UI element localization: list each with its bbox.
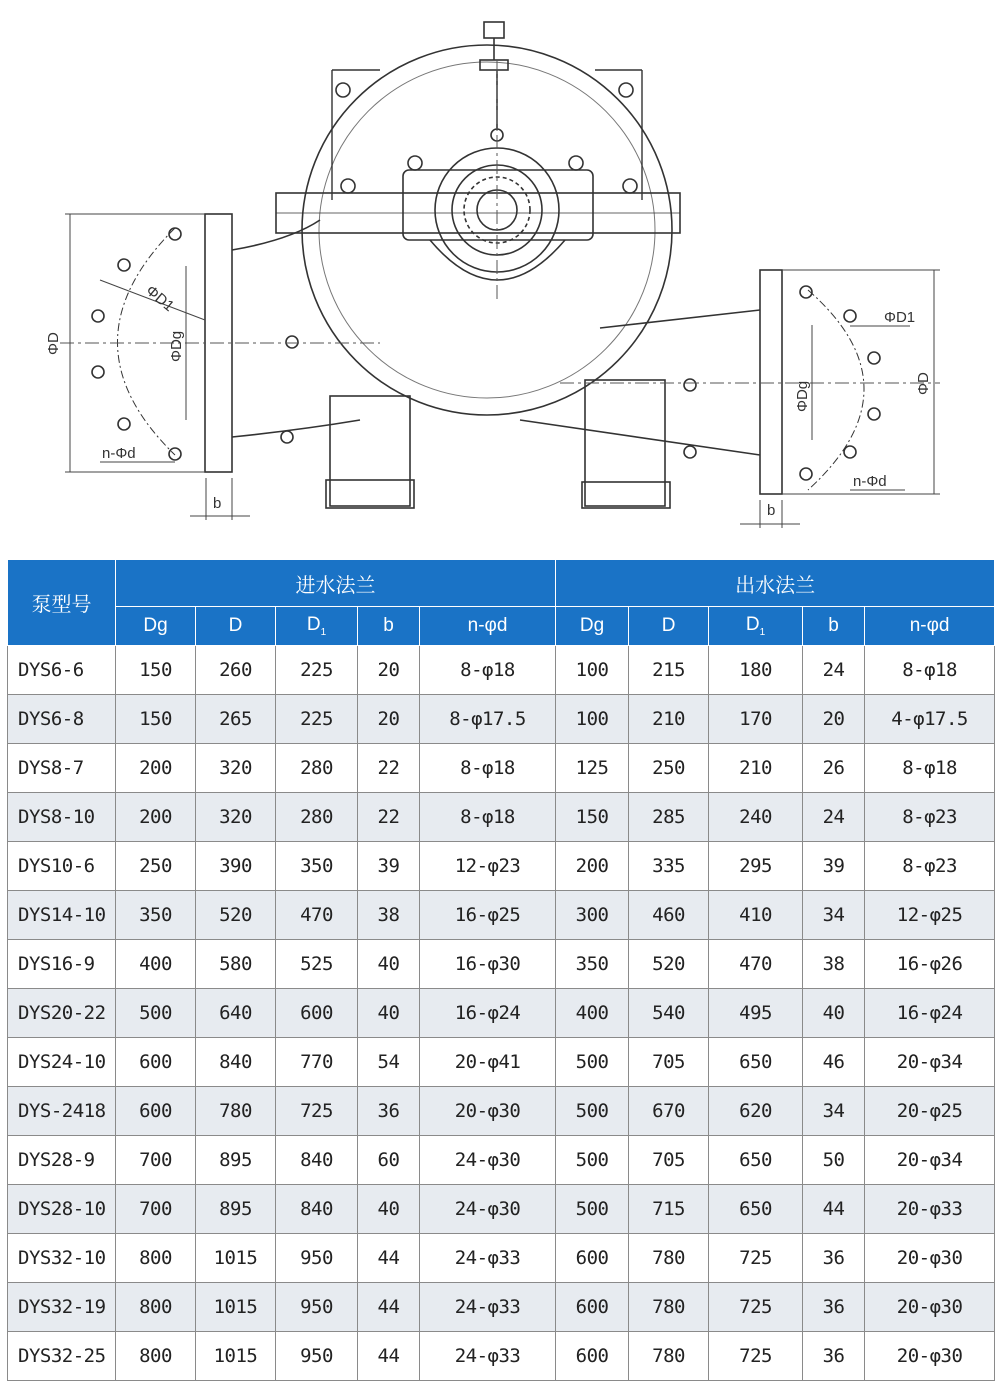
value-cell: 40 (358, 1185, 420, 1234)
value-cell: 840 (276, 1136, 358, 1185)
value-cell: 950 (276, 1283, 358, 1332)
value-cell: 16-φ26 (865, 940, 995, 989)
value-cell: 8-φ18 (865, 646, 995, 695)
value-cell: 500 (556, 1087, 629, 1136)
value-cell: 350 (276, 842, 358, 891)
label-b-right: b (767, 502, 776, 519)
value-cell: 40 (803, 989, 865, 1038)
model-cell: DYS14-10 (8, 891, 116, 940)
value-cell: 470 (709, 940, 803, 989)
table-row (8, 940, 995, 989)
table-row (8, 1038, 995, 1087)
label-phiD-right: ΦD (915, 372, 932, 395)
value-cell: 950 (276, 1332, 358, 1381)
value-cell: 12-φ25 (865, 891, 995, 940)
col-outlet-b: b (803, 607, 865, 646)
value-cell: 20-φ41 (420, 1038, 556, 1087)
value-cell: 16-φ24 (865, 989, 995, 1038)
value-cell: 600 (276, 989, 358, 1038)
col-outlet-dg: Dg (556, 607, 629, 646)
value-cell: 150 (116, 695, 196, 744)
value-cell: 24 (803, 793, 865, 842)
value-cell: 8-φ18 (420, 646, 556, 695)
value-cell: 50 (803, 1136, 865, 1185)
value-cell: 100 (556, 695, 629, 744)
model-cell: DYS32-19 (8, 1283, 116, 1332)
value-cell: 895 (196, 1185, 276, 1234)
table-row (8, 1185, 995, 1234)
col-outlet-d: D (629, 607, 709, 646)
col-inlet-d1: $D_1$ (276, 607, 358, 646)
value-cell: 16-φ30 (420, 940, 556, 989)
value-cell: 520 (196, 891, 276, 940)
value-cell: 460 (629, 891, 709, 940)
value-cell: 800 (116, 1283, 196, 1332)
value-cell: 36 (803, 1332, 865, 1381)
value-cell: 34 (803, 1087, 865, 1136)
value-cell: 600 (556, 1332, 629, 1381)
flange-spec-table (7, 559, 995, 1381)
model-cell: DYS8-7 (8, 744, 116, 793)
value-cell: 780 (629, 1332, 709, 1381)
table-row (8, 989, 995, 1038)
value-cell: 22 (358, 793, 420, 842)
value-cell: 16-φ24 (420, 989, 556, 1038)
value-cell: 150 (116, 646, 196, 695)
value-cell: 22 (358, 744, 420, 793)
value-cell: 640 (196, 989, 276, 1038)
value-cell: 320 (196, 744, 276, 793)
col-outlet-nphid: n-φd (865, 607, 995, 646)
table-row (8, 744, 995, 793)
table-row (8, 1283, 995, 1332)
value-cell: 650 (709, 1185, 803, 1234)
value-cell: 200 (116, 744, 196, 793)
value-cell: 320 (196, 793, 276, 842)
value-cell: 580 (196, 940, 276, 989)
value-cell: 38 (358, 891, 420, 940)
value-cell: 500 (556, 1136, 629, 1185)
model-cell: DYS-2418 (8, 1087, 116, 1136)
value-cell: 8-φ18 (865, 744, 995, 793)
value-cell: 170 (709, 695, 803, 744)
model-cell: DYS10-6 (8, 842, 116, 891)
model-cell: DYS24-10 (8, 1038, 116, 1087)
value-cell: 8-φ18 (420, 744, 556, 793)
value-cell: 520 (629, 940, 709, 989)
value-cell: 54 (358, 1038, 420, 1087)
value-cell: 600 (556, 1234, 629, 1283)
label-phiDg-left: ΦDg (168, 330, 185, 362)
value-cell: 725 (709, 1332, 803, 1381)
value-cell: 8-φ17.5 (420, 695, 556, 744)
model-cell: DYS8-10 (8, 793, 116, 842)
table-row (8, 1136, 995, 1185)
value-cell: 20-φ30 (865, 1332, 995, 1381)
value-cell: 44 (803, 1185, 865, 1234)
value-cell: 840 (196, 1038, 276, 1087)
value-cell: 44 (358, 1234, 420, 1283)
value-cell: 495 (709, 989, 803, 1038)
model-cell: DYS32-25 (8, 1332, 116, 1381)
value-cell: 34 (803, 891, 865, 940)
value-cell: 20-φ30 (865, 1283, 995, 1332)
value-cell: 470 (276, 891, 358, 940)
col-inlet-dg: Dg (116, 607, 196, 646)
value-cell: 210 (709, 744, 803, 793)
value-cell: 200 (556, 842, 629, 891)
value-cell: 600 (116, 1087, 196, 1136)
value-cell: 20-φ34 (865, 1038, 995, 1087)
value-cell: 36 (358, 1087, 420, 1136)
value-cell: 705 (629, 1038, 709, 1087)
model-cell: DYS28-10 (8, 1185, 116, 1234)
col-inlet-b: b (358, 607, 420, 646)
value-cell: 1015 (196, 1283, 276, 1332)
value-cell: 700 (116, 1185, 196, 1234)
value-cell: 100 (556, 646, 629, 695)
value-cell: 295 (709, 842, 803, 891)
outlet-flange-header: 出水法兰 (556, 560, 995, 607)
value-cell: 8-φ18 (420, 793, 556, 842)
value-cell: 725 (276, 1087, 358, 1136)
col-inlet-d: D (196, 607, 276, 646)
model-cell: DYS20-22 (8, 989, 116, 1038)
table-row (8, 842, 995, 891)
model-header: 泵型号 (8, 560, 116, 646)
value-cell: 500 (116, 989, 196, 1038)
value-cell: 350 (556, 940, 629, 989)
value-cell: 150 (556, 793, 629, 842)
value-cell: 20-φ30 (420, 1087, 556, 1136)
label-phiDg-right: ΦDg (794, 380, 811, 412)
table-row (8, 891, 995, 940)
model-cell: DYS6-6 (8, 646, 116, 695)
spec-table-body (8, 646, 995, 1381)
value-cell: 400 (556, 989, 629, 1038)
value-cell: 26 (803, 744, 865, 793)
label-nphid-right: n-Φd (853, 473, 887, 490)
label-nphid-left: n-Φd (102, 445, 136, 462)
volute-outline (302, 45, 672, 415)
value-cell: 24 (803, 646, 865, 695)
value-cell: 20 (358, 695, 420, 744)
value-cell: 600 (556, 1283, 629, 1332)
value-cell: 12-φ23 (420, 842, 556, 891)
table-row (8, 1332, 995, 1381)
model-cell: DYS6-8 (8, 695, 116, 744)
table-row (8, 1234, 995, 1283)
pump-flange-drawing (0, 0, 1000, 545)
value-cell: 40 (358, 989, 420, 1038)
value-cell: 260 (196, 646, 276, 695)
value-cell: 16-φ25 (420, 891, 556, 940)
value-cell: 180 (709, 646, 803, 695)
col-inlet-nphid: n-φd (420, 607, 556, 646)
value-cell: 24-φ33 (420, 1283, 556, 1332)
value-cell: 500 (556, 1185, 629, 1234)
value-cell: 4-φ17.5 (865, 695, 995, 744)
value-cell: 280 (276, 744, 358, 793)
value-cell: 780 (629, 1283, 709, 1332)
value-cell: 20 (358, 646, 420, 695)
value-cell: 800 (116, 1234, 196, 1283)
value-cell: 700 (116, 1136, 196, 1185)
value-cell: 390 (196, 842, 276, 891)
value-cell: 780 (629, 1234, 709, 1283)
value-cell: 36 (803, 1234, 865, 1283)
value-cell: 400 (116, 940, 196, 989)
value-cell: 20-φ25 (865, 1087, 995, 1136)
value-cell: 725 (709, 1234, 803, 1283)
value-cell: 500 (556, 1038, 629, 1087)
label-phiD-left: ΦD (45, 332, 62, 355)
outlet-flange (760, 270, 782, 494)
value-cell: 24-φ33 (420, 1332, 556, 1381)
value-cell: 670 (629, 1087, 709, 1136)
value-cell: 215 (629, 646, 709, 695)
value-cell: 39 (358, 842, 420, 891)
value-cell: 335 (629, 842, 709, 891)
value-cell: 44 (358, 1283, 420, 1332)
value-cell: 410 (709, 891, 803, 940)
value-cell: 210 (629, 695, 709, 744)
value-cell: 715 (629, 1185, 709, 1234)
table-row (8, 695, 995, 744)
value-cell: 20 (803, 695, 865, 744)
value-cell: 250 (116, 842, 196, 891)
value-cell: 60 (358, 1136, 420, 1185)
value-cell: 725 (709, 1283, 803, 1332)
value-cell: 280 (276, 793, 358, 842)
value-cell: 20-φ30 (865, 1234, 995, 1283)
value-cell: 285 (629, 793, 709, 842)
value-cell: 225 (276, 646, 358, 695)
value-cell: 20-φ33 (865, 1185, 995, 1234)
value-cell: 650 (709, 1136, 803, 1185)
value-cell: 24-φ30 (420, 1185, 556, 1234)
value-cell: 125 (556, 744, 629, 793)
value-cell: 650 (709, 1038, 803, 1087)
value-cell: 780 (196, 1087, 276, 1136)
value-cell: 40 (358, 940, 420, 989)
value-cell: 44 (358, 1332, 420, 1381)
label-phiD1-left: ΦD1 (142, 282, 178, 316)
value-cell: 1015 (196, 1234, 276, 1283)
value-cell: 36 (803, 1283, 865, 1332)
value-cell: 705 (629, 1136, 709, 1185)
value-cell: 225 (276, 695, 358, 744)
value-cell: 20-φ34 (865, 1136, 995, 1185)
table-row (8, 793, 995, 842)
value-cell: 895 (196, 1136, 276, 1185)
value-cell: 24-φ33 (420, 1234, 556, 1283)
value-cell: 265 (196, 695, 276, 744)
value-cell: 24-φ30 (420, 1136, 556, 1185)
label-phiD1-right: ΦD1 (884, 309, 916, 326)
label-b-left: b (213, 495, 222, 512)
table-row (8, 646, 995, 695)
value-cell: 250 (629, 744, 709, 793)
value-cell: 39 (803, 842, 865, 891)
value-cell: 200 (116, 793, 196, 842)
value-cell: 525 (276, 940, 358, 989)
model-cell: DYS28-9 (8, 1136, 116, 1185)
value-cell: 540 (629, 989, 709, 1038)
value-cell: 46 (803, 1038, 865, 1087)
value-cell: 620 (709, 1087, 803, 1136)
model-cell: DYS16-9 (8, 940, 116, 989)
inlet-flange-header: 进水法兰 (116, 560, 556, 607)
value-cell: 800 (116, 1332, 196, 1381)
value-cell: 350 (116, 891, 196, 940)
value-cell: 240 (709, 793, 803, 842)
value-cell: 300 (556, 891, 629, 940)
value-cell: 770 (276, 1038, 358, 1087)
col-outlet-d1: $D_1$ (709, 607, 803, 646)
model-cell: DYS32-10 (8, 1234, 116, 1283)
value-cell: 8-φ23 (865, 842, 995, 891)
value-cell: 1015 (196, 1332, 276, 1381)
value-cell: 840 (276, 1185, 358, 1234)
value-cell: 38 (803, 940, 865, 989)
value-cell: 950 (276, 1234, 358, 1283)
value-cell: 600 (116, 1038, 196, 1087)
table-row (8, 1087, 995, 1136)
value-cell: 8-φ23 (865, 793, 995, 842)
